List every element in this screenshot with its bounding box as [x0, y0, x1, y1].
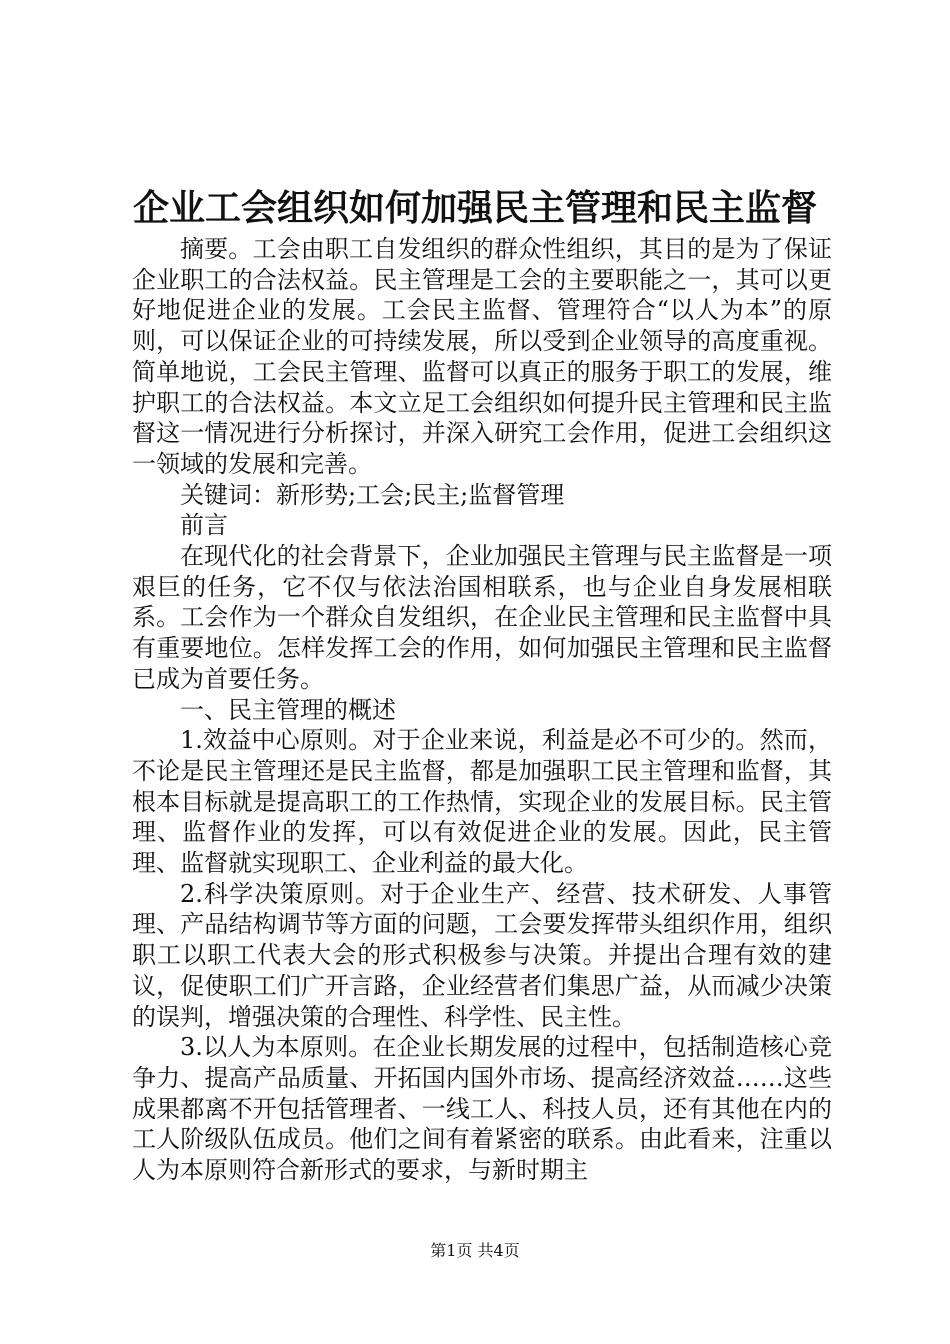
abstract-paragraph: 摘要。工会由职工自发组织的群众性组织，其目的是为了保证企业职工的合法权益。民主管理是工会的主要职能之一，其可以更好地促进企业的发展。工会民主监督、管理符合“以人为本”的原则，可以保证企业的可持续发展，所以受到企业领导的高度重视。简单地说，工会民主管理、监督可以真正的服务于职工的发展，维护职工的合法权益。本文立足工会组织如何提升民主管理和民主监督这一情况进行分析探讨，并深入研究工会作用，促进工会组织这一领域的发展和完善。 [132, 235, 832, 478]
principle-paragraph-1: 1.效益中心原则。对于企业来说，利益是必不可少的。然而，不论是民主管理还是民主监督，都是加强职工民主管理和监督，其根本目标就是提高职工的工作热情，实现企业的发展目标。民主管理、监督作业的发挥，可以有效促进企业的发展。因此，民主管理、监督就实现职工、企业利益的最大化。 [132, 726, 832, 878]
principle-paragraph-2: 2.科学决策原则。对于企业生产、经营、技术研发、人事管理、产品结构调节等方面的问题，工会要发挥带头组织作用，组织职工以职工代表大会的形式积极参与决策。并提出合理有效的建议，促使职工们广开言路，企业经营者们集思广益，从而减少决策的误判，增强决策的合理性、科学性、民主性。 [132, 879, 832, 1031]
preface-heading: 前言 [180, 511, 228, 540]
document-title: 企业工会组织如何加强民主管理和民主监督 [132, 187, 817, 229]
preface-paragraph: 在现代化的社会背景下，企业加强民主管理与民主监督是一项艰巨的任务，它不仅与依法治国相联系，也与企业自身发展相联系。工会作为一个群众自发组织，在企业民主管理和民主监督中具有重要地位。怎样发挥工会的作用，如何加强民主管理和民主监督已成为首要任务。 [132, 542, 832, 693]
keywords-paragraph: 关键词：新形势;工会;民主;监督管理 [180, 480, 565, 509]
document-body [132, 234, 832, 1186]
principle-paragraph-3: 3.以人为本原则。在企业长期发展的过程中，包括制造核心竞争力、提高产品质量、开拓国内国外市场、提高经济效益……这些成果都离不开包括管理者、一线工人、科技人员，还有其他在内的工人阶级队伍成员。他们之间有着紧密的联系。由此看来，注重以人为本原则符合新形式的要求，与新时期主 [132, 1033, 832, 1185]
page-number-footer: 第1页 共4页 [430, 1241, 520, 1260]
section-heading-1: 一、民主管理的概述 [180, 695, 396, 724]
